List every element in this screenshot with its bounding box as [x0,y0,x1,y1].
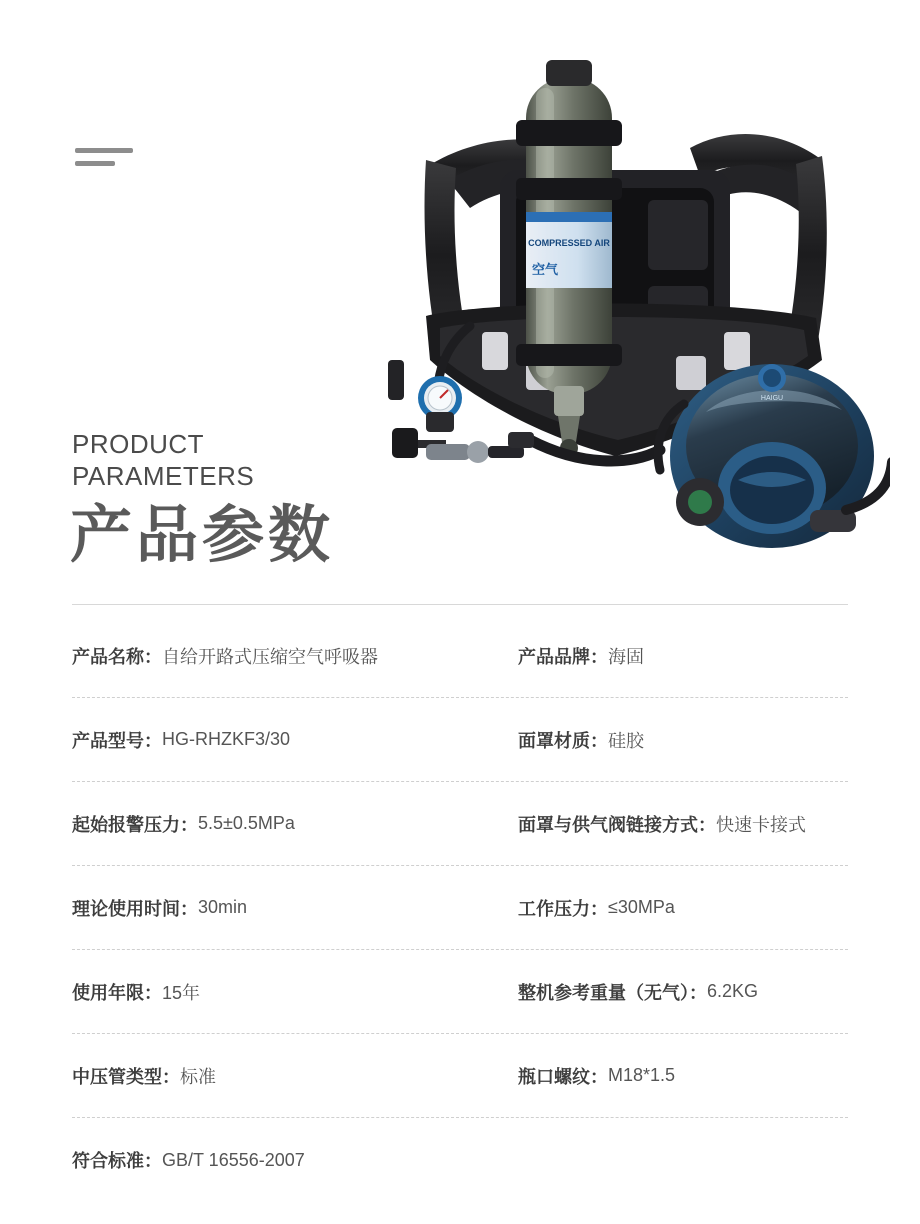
page-title-english-line1: PRODUCT [72,429,205,459]
param-value: 6.2KG [707,981,759,1001]
page-title-chinese: 产品参数 [70,501,335,570]
table-row [72,866,848,950]
param-value: 15年 [162,982,201,1003]
param-cell-left [72,1147,460,1173]
table-row [72,1034,848,1118]
param-label: 工作压力： [518,898,608,919]
product-parameters-table [72,614,848,1202]
table-row [72,950,848,1034]
param-value: 标准 [180,1066,216,1087]
page-title-english-line2: PARAMETERS [72,461,255,491]
param-value: HG-RHZKF3/30 [162,729,291,749]
param-value: 自给开路式压缩空气呼吸器 [162,646,378,667]
params-top-divider [72,604,848,605]
svg-text:空气: 空气 [531,262,559,277]
table-row [72,698,848,782]
param-label: 整机参考重量（无气）： [518,982,707,1003]
page-title-english [72,428,254,492]
scba-illustration-icon [330,60,890,560]
param-value: 5.5±0.5MPa [198,813,295,833]
param-label: 产品型号： [72,730,162,751]
param-value: 硅胶 [608,730,644,751]
param-cell-right [460,1063,848,1089]
param-label: 符合标准： [72,1151,162,1171]
equals-mark-bar-bottom [75,161,115,166]
param-cell-left [72,643,460,669]
param-label: 使用年限： [72,982,162,1003]
param-label: 面罩与供气阀链接方式： [518,814,716,835]
table-row [72,1118,848,1202]
param-label: 面罩材质： [518,730,608,751]
param-cell-left [72,811,460,837]
svg-text:COMPRESSED AIR: COMPRESSED AIR [528,238,610,248]
equals-mark-icon [75,148,133,174]
param-cell-right [460,895,848,921]
param-value: 30min [198,897,248,917]
svg-text:HAIGU: HAIGU [760,395,784,402]
param-value: GB/T 16556-2007 [162,1149,305,1170]
table-row [72,782,848,866]
param-cell-right [460,811,848,837]
param-label: 产品名称： [72,646,162,667]
param-label: 中压管类型： [72,1066,180,1087]
param-label: 产品品牌： [518,646,608,667]
param-value: 快速卡接式 [716,814,806,835]
param-cell-right [460,727,848,753]
param-label: 瓶口螺纹： [518,1066,608,1087]
param-cell-right [460,979,848,1005]
equals-mark-bar-top [75,148,133,153]
param-value: M18*1.5 [608,1065,676,1085]
product-photo [330,60,890,560]
param-cell-right [460,643,848,669]
param-label: 起始报警压力： [72,814,198,835]
param-value: ≤30MPa [608,897,675,917]
param-cell-left [72,979,460,1005]
param-label: 理论使用时间： [72,898,198,919]
table-row [72,614,848,698]
param-cell-left [72,1063,460,1089]
param-cell-left [72,727,460,753]
param-value: 海固 [608,646,644,667]
param-cell-left [72,895,460,921]
